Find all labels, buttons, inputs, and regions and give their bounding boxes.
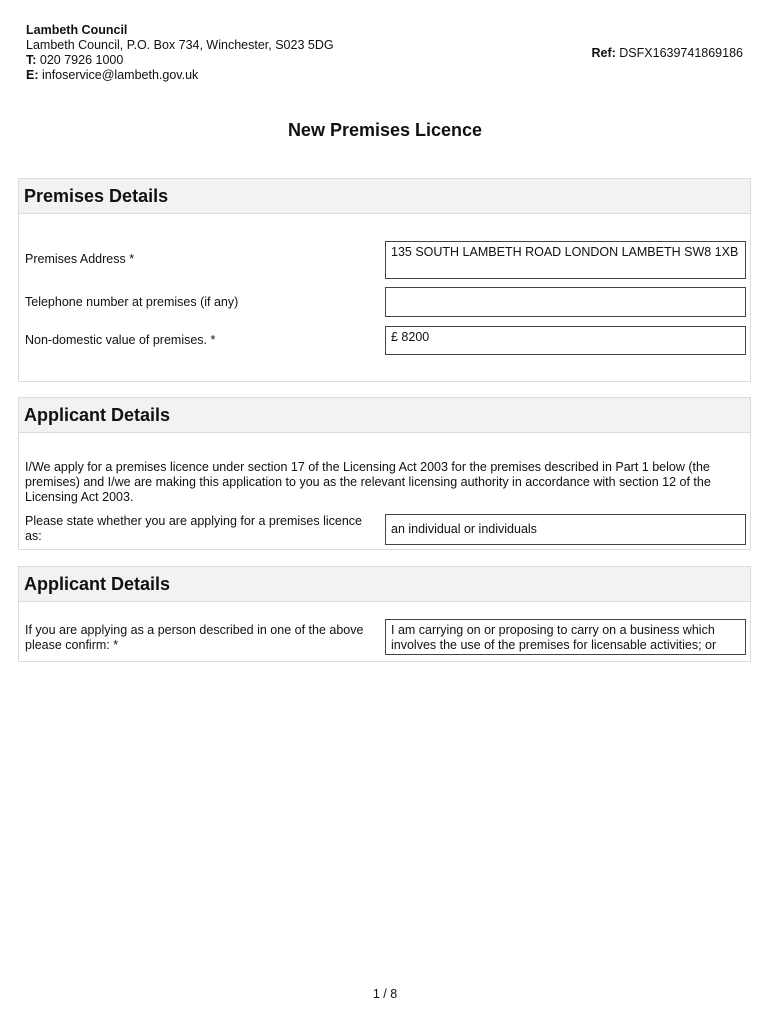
premises-address-label: Premises Address * (25, 252, 135, 266)
applicant-heading-2: Applicant Details (19, 567, 750, 602)
applicant-confirm-label: If you are applying as a person described in one of the above please confirm: * (25, 623, 364, 652)
applicant-confirm-field[interactable]: I am carrying on or proposing to carry on a business which involves the use of the premises for licensable activities; or (385, 619, 746, 655)
ref-label: Ref: (591, 46, 616, 60)
applicant-section-1 (18, 397, 751, 550)
council-header (26, 23, 334, 83)
premises-phone-label: Telephone number at premises (if any) (25, 295, 239, 309)
phone-label: T: (26, 53, 37, 67)
reference (591, 46, 743, 60)
org-phone: 020 7926 1000 (39, 53, 124, 67)
org-address: Lambeth Council, P.O. Box 734, Winchester, S023 5DG (26, 38, 334, 52)
premises-value-label: Non-domestic value of premises. * (25, 333, 216, 347)
premises-phone-field[interactable] (385, 287, 746, 317)
page-title: New Premises Licence (287, 120, 483, 140)
premises-heading: Premises Details (19, 179, 750, 214)
premises-value-field[interactable]: £ 8200 (385, 326, 746, 355)
org-name: Lambeth Council (26, 23, 128, 37)
applicant-intro: I/We apply for a premises licence under section 17 of the Licensing Act 2003 for the premises described in Part 1 below (the premises) and I/we are making this application to you as the relevant licensing authority in accordance with section 12 of the Licensing Act 2003. (25, 460, 711, 504)
premises-address-field[interactable]: 135 SOUTH LAMBETH ROAD LONDON LAMBETH SW8 1XB (385, 241, 746, 279)
applicant-type-label: Please state whether you are applying for a premises licence as: (25, 514, 362, 543)
email-label: E: (26, 68, 39, 82)
applicant-heading-1: Applicant Details (19, 398, 750, 433)
page-number: 1 / 8 (372, 987, 398, 1001)
org-email: infoservice@lambeth.gov.uk (41, 68, 199, 82)
applicant-section-2 (18, 566, 751, 662)
ref-value: DSFX1639741869186 (619, 46, 743, 60)
applicant-type-field[interactable]: an individual or individuals (385, 514, 746, 545)
premises-section (18, 178, 751, 382)
